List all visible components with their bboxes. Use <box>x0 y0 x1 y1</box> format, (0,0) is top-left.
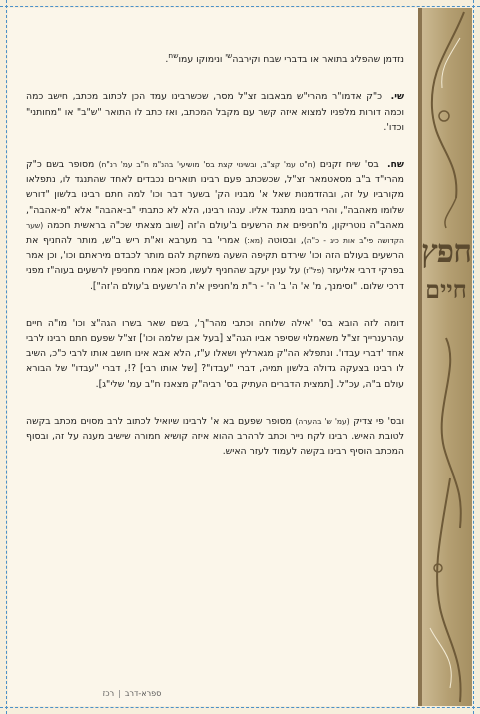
intro-text-end: ונימוקו עמו <box>178 54 223 66</box>
source-reference: (ח"ט עמ' קצ"ב, ובשינוי קצת בס' מושיעי' בהנ"מ ח"ב עמ' רנ"ח) <box>98 159 316 169</box>
section-text: אמרי' בר מערבא וא"ת ריש ב"ש, מותר להחניף את הרשעים בעולם הזה וכו' שירדם תקיפה השעה משחקת להם מותר לכבדם מיראתם וכו', וכן אמר בפרקי דרבי אליעזר <box>26 234 405 277</box>
section-text: מסופר בשם כ"ק מהרי"ד ב"ב מסאטמאר זצ"ל, שכשכתב פעם רבינו תוארים נכבדים לאחד שהתנגד לו, נתפלאו מקורביו על זה, ובהזדמנות שאל א' מבניו הק' בשער דבר וכו' למה חתם רבינו בלשון "דורש שלומו מאהבה", והרי רבינו מתנגד אליו. ענהו רבינו, הלא לא כתבתי "ב-אהבה" אלא "מ-אהבה", מאהב"ה נוטריקון, מ'חניפים את הרשעים ב'עולם ה'זה [שוב מצאתי שכ"ה בראשית חכמה <box>26 158 404 231</box>
source-reference: (מא:) <box>244 235 263 245</box>
trim-line-right <box>473 0 474 714</box>
decorative-sidebar <box>420 8 472 706</box>
page-number: רכז <box>102 689 115 698</box>
section-text: על ענין יעקב שהחניף לעשו, מכאן אמרו מחניפין לרשעים בעוה"ז מפני דרכי שלום. "וסימנך, מ' א' ה' ב' ה' - ר"ת מ'חניפין א'ת ה'רשעים ב'עולם ה'זה"]. <box>26 265 404 292</box>
paragraph-d: דומה לזה הובא בס' 'אילה שלוחה וכתבי מהר"ך', בשם שאר בשרו הגה"צ וכו' מו"ה חיים עהרענרייך זצ"ל משאמלוי שסיפר אביו הגה"צ [בעל אבן שלמה וכו'] זצ"ל שפעם חתם רבינו לרבי אחד 'דברי עבדו'. ונתפלא הה"ק מגארליץ ושאלו ע"ז, הלא אבא אינו חושב אותו לרבי כ"כ, השיב לו רבינו בצעקה גדולה בלשון תמיה, דברי "עבדו"? [של אותו רבי] ?!, דברי "עבדו" של הבורא עולם ב"ה, עכ"ל. [תמצית הדברים העתיק בס' רביה"ק מצאנז ח"ב עמ' שלי"ג]. <box>26 317 404 390</box>
page-footer <box>92 689 172 698</box>
footer-book-name: ספרא-דרב <box>124 689 162 698</box>
paragraph-text: מסופר שפעם בא א' לרבינו שיואיל לכתוב לרב מסוים מכתב בקשה לטובת האיש. רבינו לקח נייר וכתב לרהרב ההוא איזה קושיא חמורה שישיב מענה על זה, ובסוף המכתב הוסיף רבינו בקשה לעמוד לעזר האיש. <box>26 415 404 458</box>
section-number: שח. <box>387 158 404 170</box>
source-reference: (עמ' ש' בהערה) <box>295 416 350 426</box>
trim-line-top <box>0 6 480 7</box>
intro-text: נזדמן שהפליג בתואר או בדברי שבח וקירבה <box>232 54 404 66</box>
section-shach <box>26 157 404 294</box>
section-number: שי. <box>390 91 404 103</box>
trim-line-bottom <box>0 707 480 708</box>
sidebar-title-word-2: חיים <box>425 275 467 304</box>
source-reference: (פל"ז) <box>303 266 325 276</box>
document-body <box>26 48 404 468</box>
footnote-mark: שי <box>225 51 233 60</box>
sidebar-border <box>418 8 422 706</box>
sidebar-title-word-1: חפץ <box>420 232 471 270</box>
trim-line-left <box>6 0 7 714</box>
footer-separator: | <box>118 689 121 698</box>
section-text: , ובסוטה <box>267 234 304 246</box>
paragraph-text: ובס' פי צדיק <box>353 415 404 427</box>
section-text: כ"ק אדמו"ר מהרי"ש מבאבוב זצ"ל מסר, שכשרבינו עמד הכן לכתוב מכתב, חישב כמה וכמה דורות מלפניו למצוא איזה קשר עם מקבל המכתב, ואז כתב לו התואר "ש"ב" או "מחותני" וכדו'. <box>26 91 404 133</box>
section-text: בס' שיח זקנים <box>319 158 379 170</box>
sidebar-ornament <box>420 8 472 706</box>
footnote-mark: שח <box>168 51 179 60</box>
section-shi <box>26 89 404 135</box>
source-reference: (שער הקדושה פי"ב אות כיג - כ"ה) <box>26 220 404 245</box>
intro-paragraph: נזדמן שהפליג בתואר או בדברי שבח וקירבה$^{שי}$ ונימוקו עמו$^{שח}$. <box>165 51 404 66</box>
paragraph-e <box>26 414 404 460</box>
